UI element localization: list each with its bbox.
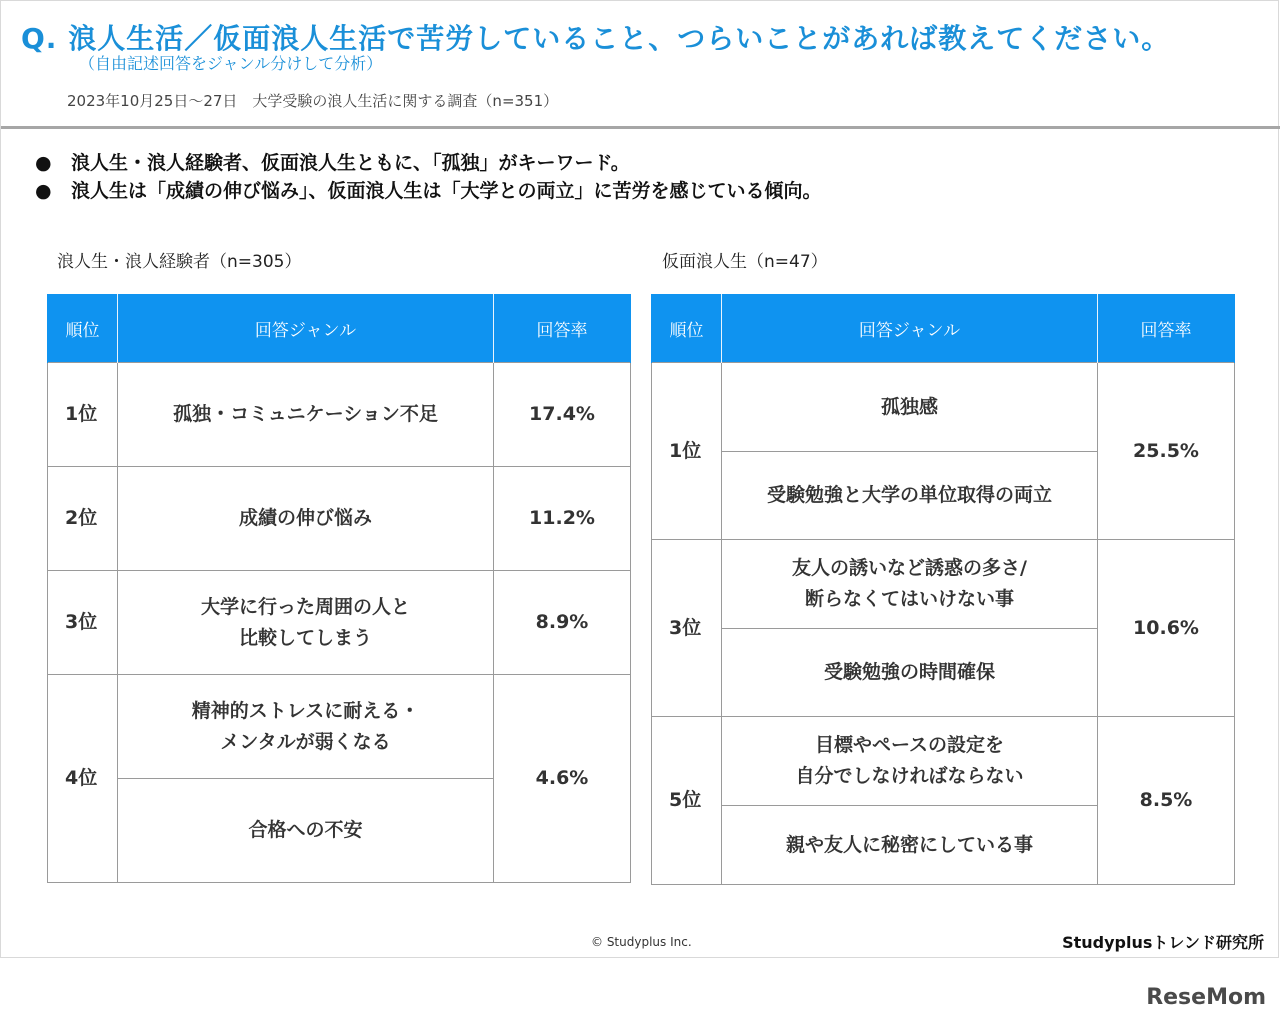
- genre-cell: [118, 675, 494, 779]
- rank-cell: 4位: [48, 675, 118, 883]
- genre-text: 自分でしなければならない: [795, 765, 1024, 787]
- genre-text: 成績の伸び悩み: [238, 507, 372, 529]
- question-subtitle: （自由記述回答をジャンル分けして分析）: [79, 54, 383, 73]
- kamen-ronin-ranking-table: [651, 294, 1235, 885]
- table-header-row: [48, 294, 631, 363]
- question-title: Q. 浪人生活／仮面浪人生活で苦労していること、つらいことがあれば教えてください。: [21, 22, 1171, 55]
- bullet-icon: ●: [35, 180, 52, 202]
- genre-cell: [722, 629, 1098, 717]
- table-row: [652, 717, 1235, 806]
- table-row: [652, 363, 1235, 452]
- right-table-label: 仮面浪人生（n=47）: [662, 252, 828, 272]
- genre-cell: [722, 540, 1098, 629]
- genre-text: 比較してしまう: [238, 626, 372, 649]
- summary-list: [35, 149, 822, 205]
- genre-text: 精神的ストレスに耐える・: [191, 699, 420, 722]
- rate-cell: 17.4%: [494, 363, 631, 467]
- genre-text: 孤独・コミュニケーション不足: [173, 403, 438, 425]
- summary-text: 浪人生は「成績の伸び悩み」、仮面浪人生は「大学との両立」に苦労を感じている傾向。: [71, 180, 822, 202]
- genre-text: 孤独感: [880, 395, 938, 418]
- rank-cell: 2位: [48, 467, 118, 571]
- genre-cell: [118, 363, 494, 467]
- rate-cell: 25.5%: [1098, 363, 1235, 540]
- resemom-watermark: ReseMom: [1146, 985, 1266, 1010]
- rank-cell: 1位: [48, 363, 118, 467]
- rank-cell: 3位: [652, 540, 722, 717]
- summary-item: [35, 149, 822, 177]
- table-row: [48, 363, 631, 467]
- summary-item: [35, 177, 822, 205]
- genre-text: 合格への不安: [248, 819, 363, 841]
- genre-cell: [722, 806, 1098, 885]
- rate-cell: 8.5%: [1098, 717, 1235, 885]
- genre-text: 目標やペースの設定を: [814, 734, 1005, 756]
- rank-cell: 5位: [652, 717, 722, 885]
- summary-text: 浪人生・浪人経験者、仮面浪人生ともに、「孤独」がキーワード。: [71, 152, 630, 174]
- rank-cell: 1位: [652, 363, 722, 540]
- table-row: [48, 467, 631, 571]
- genre-text: 受験勉強の時間確保: [823, 661, 995, 683]
- rate-cell: 10.6%: [1098, 540, 1235, 717]
- col-genre-header: 回答ジャンル: [722, 294, 1098, 363]
- table-row: [48, 675, 631, 779]
- survey-info: 2023年10月25日〜27日 大学受験の浪人生活に関する調査（n=351）: [67, 92, 559, 110]
- col-genre-header: 回答ジャンル: [118, 294, 494, 363]
- col-rank-header: 順位: [652, 294, 722, 363]
- col-rate-header: 回答率: [494, 294, 631, 363]
- col-rate-header: 回答率: [1098, 294, 1235, 363]
- rate-cell: 4.6%: [494, 675, 631, 883]
- ronin-ranking-table: [47, 294, 631, 883]
- left-table-label: 浪人生・浪人経験者（n=305）: [57, 252, 302, 272]
- genre-cell: [118, 779, 494, 883]
- genre-text: 友人の誘いなど誘惑の多さ/: [792, 557, 1027, 579]
- bullet-icon: ●: [35, 152, 52, 174]
- copyright-text: © Studyplus Inc.: [591, 935, 692, 949]
- brand-logo: Studyplusトレンド研究所: [1062, 933, 1264, 952]
- genre-text: 受験勉強と大学の単位取得の両立: [766, 484, 1052, 506]
- rank-cell: 3位: [48, 571, 118, 675]
- table-header-row: [652, 294, 1235, 363]
- genre-text: 親や友人に秘密にしている事: [785, 833, 1033, 856]
- rate-cell: 8.9%: [494, 571, 631, 675]
- table-row: [48, 571, 631, 675]
- genre-cell: [118, 571, 494, 675]
- table-row: [652, 540, 1235, 629]
- genre-cell: [722, 363, 1098, 452]
- header-divider: [1, 126, 1280, 129]
- genre-cell: [118, 467, 494, 571]
- genre-text: メンタルが弱くなる: [220, 730, 391, 753]
- genre-cell: [722, 717, 1098, 806]
- genre-text: 大学に行った周囲の人と: [200, 595, 410, 618]
- genre-text: 断らなくてはいけない事: [804, 588, 1014, 610]
- genre-cell: [722, 452, 1098, 540]
- col-rank-header: 順位: [48, 294, 118, 363]
- rate-cell: 11.2%: [494, 467, 631, 571]
